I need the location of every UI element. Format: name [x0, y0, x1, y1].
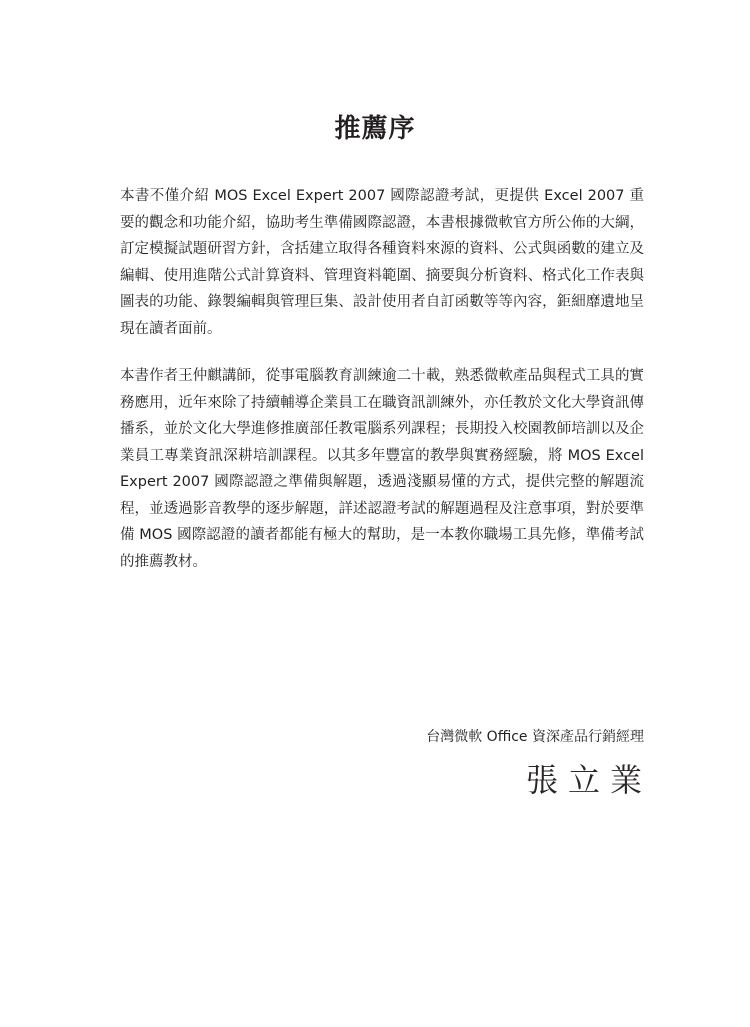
- paragraph-1: 本書不僅介紹 MOS Excel Expert 2007 國際認證考試，更提供 Excel 2007 重要的觀念和功能介紹，協助考生準備國際認證，本書根據微軟官方所公佈的大綱，訂定模擬試題研習方針，含括建立取得各種資料來源的資料、公式與函數的建立及編輯、使用進階公式計算資料、管理資料範圍、摘要與分析資料、格式化工作表與圖表的功能、錄製編輯與管理巨集、設計使用者自訂函數等等內容，鉅細靡遺地呈現在讀者面前。: [120, 188, 644, 337]
- paragraph-2: 本書作者王仲麒講師，從事電腦教育訓練逾二十載，熟悉微軟產品與程式工具的實務應用，近年來除了持續輔導企業員工在職資訊訓練外，亦任教於文化大學資訊傳播系，並於文化大學進修推廣部任教電腦系列課程；長期投入校園教師培訓以及企業員工專業資訊深耕培訓課程。以其多年豐富的教學與實務經驗，將 MOS Excel Expert 2007 國際認證之準備與解題，透過淺顯易懂的方式，提供完整的解題流程，並透過影音教學的逐步解題，詳述認證考試的解題過程及注意事項，對於要準備 MOS 國際認證的讀者都能有極大的幫助，是一本教你職場工具先修，準備考試的推薦教材。: [120, 368, 644, 570]
- signature-title: 台灣微軟 Office 資深產品行銷經理: [426, 729, 644, 745]
- body-text: [120, 183, 644, 575]
- signature-block: [426, 726, 652, 800]
- page-title: 推薦序: [334, 114, 416, 145]
- signature-name: 張立業: [525, 761, 652, 799]
